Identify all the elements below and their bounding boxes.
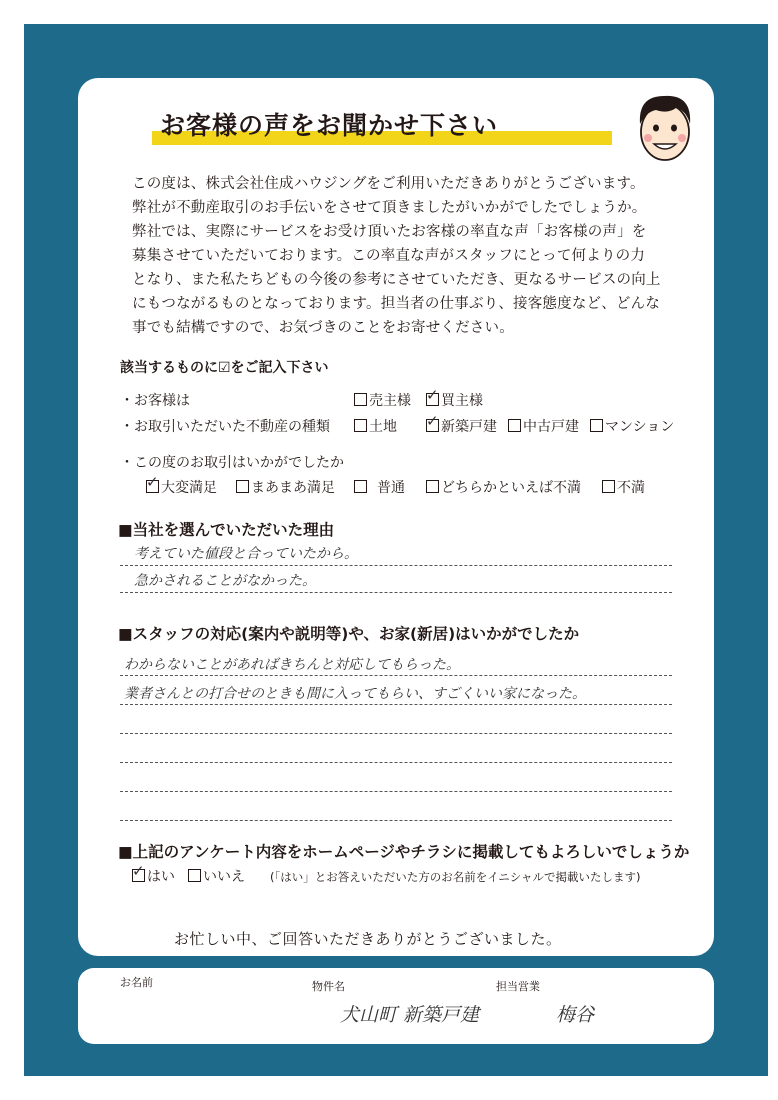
checkbox-box (426, 412, 439, 432)
checkbox-dissatisfied[interactable] (602, 477, 645, 497)
checkbox-very-satisfied[interactable] (146, 473, 217, 497)
intro-line: この度は、株式会社住成ハウジングをご利用いただきありがとうございます。 (132, 176, 645, 192)
intro-line: となり、また私たちどもの今後の参考にさせていただき、更なるサービスの向上 (132, 272, 661, 288)
reason-answer[interactable]: 急かされることがなかった。 (134, 573, 316, 589)
answer-line (120, 791, 672, 792)
checkbox-box (132, 862, 145, 882)
intro-line: 事でも結構ですので、お気づきのことをお寄せください。 (132, 320, 514, 336)
property-value[interactable]: 犬山町 新築戸建 (340, 1004, 480, 1026)
option-label: どちらかといえば不満 (441, 480, 581, 496)
check-instruction: 該当するものに☑をご記入下さい (120, 360, 329, 376)
checkbox-box (354, 419, 367, 432)
checkbox-box (590, 419, 603, 432)
checkbox-new-house[interactable] (426, 412, 497, 436)
answer-line (120, 565, 672, 566)
option-label: 大変満足 (161, 480, 217, 496)
q-property-label: ・お取引いただいた不動産の種類 (120, 419, 330, 435)
answer-line (120, 762, 672, 763)
checkbox-yes[interactable] (132, 862, 175, 886)
check-mark-icon: ✓ (426, 386, 439, 404)
answer-line (120, 733, 672, 734)
checkbox-mansion[interactable] (590, 416, 674, 436)
checkbox-box (236, 480, 249, 493)
name-label: お名前 (120, 976, 153, 989)
option-label: 新築戸建 (441, 419, 497, 435)
answer-line (120, 675, 672, 676)
option-label: 普通 (377, 480, 405, 496)
thanks-message: お忙しい中、ご回答いただきありがとうございました。 (174, 930, 562, 948)
checkbox-somewhat-dissatisfied[interactable] (426, 477, 581, 497)
reason-heading: ■当社を選んでいただいた理由 (118, 521, 335, 539)
q-satisfaction-label: ・この度のお取引はいかがでしたか (120, 455, 344, 471)
option-label: マンション (605, 419, 675, 435)
checkbox-somewhat-satisfied[interactable] (236, 477, 335, 497)
checkbox-box (146, 473, 159, 493)
publish-note: (「はい」とお答えいただいた方のお名前をイニシャルで掲載いたします) (270, 870, 641, 884)
checkbox-box (426, 386, 439, 406)
checkbox-land[interactable] (354, 416, 397, 436)
staff-value[interactable]: 梅谷 (556, 1004, 595, 1026)
check-mark-icon: ✓ (426, 412, 439, 430)
option-label: 不満 (617, 480, 645, 496)
answer-line (120, 592, 672, 593)
property-label: 物件名 (312, 980, 345, 993)
checkbox-seller[interactable] (354, 390, 411, 410)
staff-answer[interactable]: わからないことがあればきちんと対応してもらった。 (124, 657, 460, 673)
checkbox-neutral[interactable] (354, 477, 405, 497)
intro-line: 弊社では、実際にサービスをお受け頂いたお客様の率直な声「お客様の声」を (132, 224, 647, 240)
check-mark-icon: ✓ (132, 862, 145, 880)
staff-face-icon (630, 88, 700, 164)
option-label: まあまあ満足 (251, 480, 335, 496)
checkbox-used-house[interactable] (508, 416, 579, 436)
reason-answer[interactable]: 考えていた値段と合っていたから。 (134, 546, 358, 562)
checkbox-box (354, 480, 367, 493)
option-label: 売主様 (369, 393, 411, 409)
staff-answer[interactable]: 業者さんとの打合せのときも間に入ってもらい、すごくいい家になった。 (124, 686, 586, 702)
intro-line: 弊社が不動産取引のお手伝いをさせて頂きましたがいかがでしたでしょうか。 (132, 200, 647, 216)
page-title: お客様の声をお聞かせ下さい (160, 111, 499, 140)
option-label: はい (147, 869, 175, 885)
checkbox-no[interactable] (188, 866, 245, 886)
option-label: 買主様 (441, 393, 483, 409)
option-label: 中古戸建 (523, 419, 579, 435)
check-mark-icon: ✓ (146, 473, 159, 491)
checkbox-box (354, 393, 367, 406)
checkbox-box (602, 480, 615, 493)
intro-line: 募集させていただいております。この率直な声がスタッフにとって何よりの力 (132, 248, 646, 264)
answer-line (120, 704, 672, 705)
checkbox-buyer[interactable] (426, 386, 483, 410)
staff-heading: ■スタッフの対応(案内や説明等)や、お家(新居)はいかがでしたか (118, 625, 580, 643)
checkbox-box (188, 869, 201, 882)
staff-label: 担当営業 (496, 980, 540, 993)
q-customer-label: ・お客様は (120, 393, 190, 409)
checkbox-box (426, 480, 439, 493)
checkbox-box (508, 419, 521, 432)
answer-line (120, 820, 672, 821)
intro-line: にもつながるものとなっております。担当者の仕事ぶり、接客態度など、どんな (132, 296, 661, 312)
option-label: いいえ (203, 869, 245, 885)
publish-heading: ■上記のアンケート内容をホームページやチラシに掲載してもよろしいでしょうか (118, 843, 690, 861)
option-label: 土地 (369, 419, 397, 435)
